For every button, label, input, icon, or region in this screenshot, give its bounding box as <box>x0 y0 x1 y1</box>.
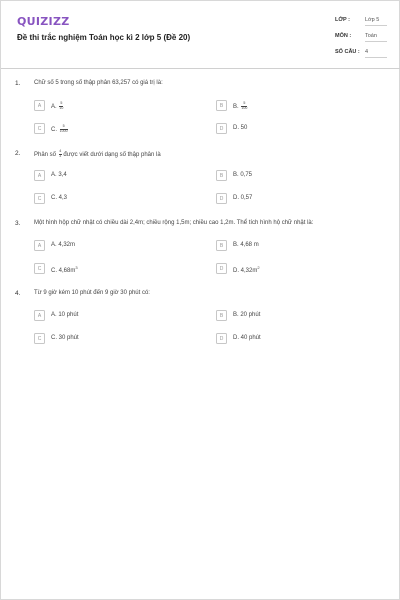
option-text <box>233 312 260 318</box>
option-text <box>51 265 78 274</box>
option-prefix: B. <box>233 103 239 110</box>
option-prefix: A. <box>51 312 57 318</box>
fraction-numerator: 5 <box>243 101 246 105</box>
quizizz-logo: QUIZIZZ <box>17 15 70 28</box>
option-letter-box[interactable]: A <box>34 240 45 251</box>
option-prefix: C. <box>51 268 57 274</box>
question-text: Chữ số 5 trong số thập phân 63,257 có giá trị là: <box>34 80 163 86</box>
option-text <box>51 125 68 134</box>
fraction-denominator: 100 <box>241 105 248 110</box>
option-prefix: C. <box>51 335 57 341</box>
option-value: 0,57 <box>240 195 253 201</box>
option-letter-box[interactable]: D <box>216 333 227 344</box>
meta-value-class: Lớp 5 <box>365 17 387 26</box>
fraction-numerator: 5 <box>60 125 68 130</box>
option-text <box>233 172 252 178</box>
question-text: Một hình hộp chữ nhật có chiều dài 2,4m; chiều rộng 1,5m; chiều cao 1,2m. Thể tích hình hộ chữ nhật là: <box>34 220 314 226</box>
option-text <box>51 335 79 341</box>
question-text-after: được viết dưới dạng số thập phân là <box>63 151 161 158</box>
option-prefix: D. <box>233 268 239 274</box>
meta-row-question-count <box>335 47 387 63</box>
option-text <box>51 172 67 178</box>
option-prefix: B. <box>233 172 239 178</box>
meta-label-subject: MÔN : <box>335 33 352 39</box>
option-superscript: 2 <box>257 265 260 270</box>
option-text <box>233 195 252 201</box>
worksheet-header <box>17 15 387 63</box>
option-value: 3,4 <box>58 172 67 178</box>
option-letter-box[interactable]: C <box>34 123 45 134</box>
meta-row-class <box>335 15 387 31</box>
option-prefix: C. <box>51 126 57 133</box>
option-letter-box[interactable]: C <box>34 333 45 344</box>
option-value: 10 phút <box>58 312 79 318</box>
question-text-before: Phân số <box>34 151 57 158</box>
option-letter-box[interactable]: A <box>34 100 45 111</box>
option-prefix: A. <box>51 172 57 178</box>
option-letter-box[interactable]: C <box>34 263 45 274</box>
option-letter-box[interactable]: B <box>216 100 227 111</box>
option-letter-box[interactable]: B <box>216 170 227 181</box>
meta-row-subject <box>335 31 387 47</box>
question-number: 2. <box>15 150 21 157</box>
question-text <box>34 150 161 159</box>
option-letter-box[interactable]: D <box>216 193 227 204</box>
meta-value-question-count: 4 <box>365 49 387 58</box>
question-fraction <box>59 150 62 159</box>
option-text <box>51 242 75 248</box>
option-prefix: A. <box>51 242 57 248</box>
fraction-numerator: 5 <box>60 101 63 105</box>
option-text <box>233 265 260 274</box>
option-letter-box[interactable]: D <box>216 123 227 134</box>
option-value: 4,68 m <box>240 242 259 248</box>
option-value: 0,75 <box>240 172 253 178</box>
option-text <box>51 195 67 201</box>
option-prefix: A. <box>51 103 57 110</box>
meta-value-subject: Toán <box>365 33 387 42</box>
worksheet-title: Đề thi trắc nghiệm Toán học kì 2 lớp 5 (Đề 20) <box>17 33 191 42</box>
question-number: 3. <box>15 220 21 227</box>
option-letter-box[interactable]: A <box>34 170 45 181</box>
option-text <box>233 125 247 131</box>
option-value: 40 phút <box>240 335 261 341</box>
option-value: 50 <box>240 125 248 131</box>
option-fraction <box>60 125 68 134</box>
option-letter-box[interactable]: C <box>34 193 45 204</box>
question-text: Từ 9 giờ kém 10 phút đến 9 giờ 30 phút có: <box>34 290 150 296</box>
fraction-denominator: 3 <box>59 153 62 158</box>
option-prefix: B. <box>233 312 239 318</box>
option-text <box>233 242 259 248</box>
meta-label-class: LỚP : <box>335 17 350 23</box>
option-letter-box[interactable]: B <box>216 310 227 321</box>
option-fraction <box>59 102 63 111</box>
option-text <box>233 335 261 341</box>
fraction-numerator: 4 <box>59 149 62 153</box>
fraction-denominator: 10 <box>59 105 64 110</box>
option-letter-box[interactable]: A <box>34 310 45 321</box>
option-letter-box[interactable]: D <box>216 263 227 274</box>
option-value: 4,68m <box>58 268 76 274</box>
option-prefix: D. <box>233 195 239 201</box>
option-value: 20 phút <box>240 312 261 318</box>
worksheet-meta <box>335 15 387 63</box>
option-prefix: D. <box>233 335 239 341</box>
option-text <box>51 102 63 111</box>
fraction-denominator: 1000 <box>59 128 68 133</box>
option-value: 4,32m <box>240 268 258 274</box>
header-divider <box>1 68 400 69</box>
option-prefix: D. <box>233 125 239 131</box>
option-fraction <box>241 102 247 111</box>
meta-label-question-count: SỐ CÂU : <box>335 49 360 55</box>
option-value: 4,3 <box>58 195 68 201</box>
option-prefix: C. <box>51 195 57 201</box>
option-superscript: 3 <box>75 265 78 270</box>
option-letter-box[interactable]: B <box>216 240 227 251</box>
option-value: 30 phút <box>58 335 79 341</box>
question-number: 4. <box>15 290 21 297</box>
option-text <box>51 312 78 318</box>
question-number: 1. <box>15 80 21 87</box>
option-prefix: B. <box>233 242 239 248</box>
option-text <box>233 102 247 111</box>
option-value: 4,32m <box>58 242 76 248</box>
